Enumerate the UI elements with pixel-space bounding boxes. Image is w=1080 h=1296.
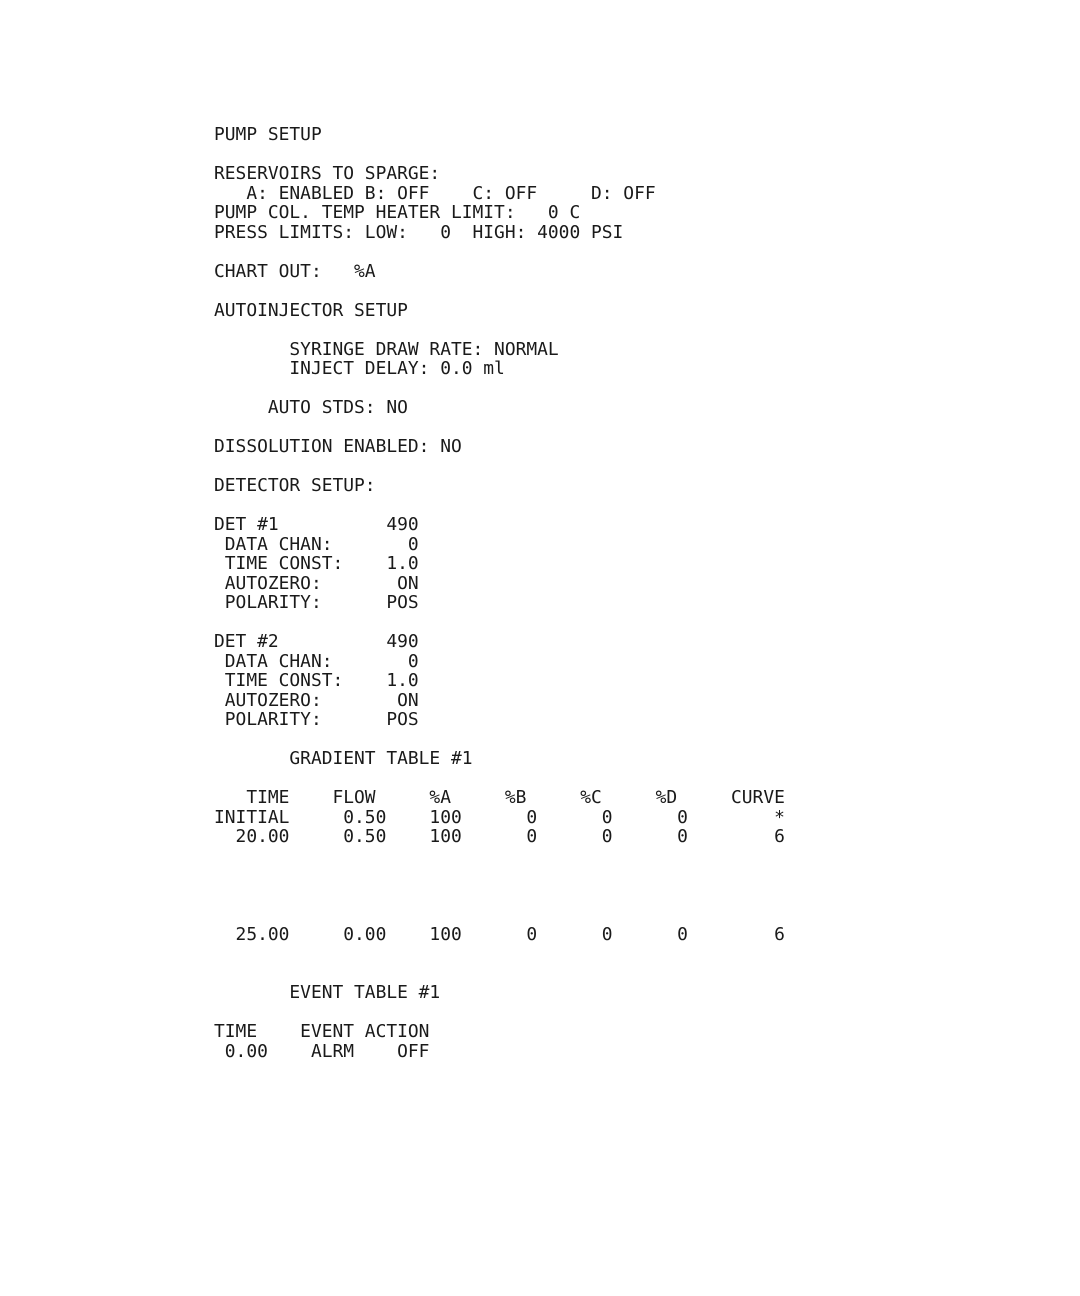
blank-line bbox=[214, 613, 785, 633]
det-2-data-chan: DATA CHAN: 0 bbox=[214, 650, 419, 672]
blank-line bbox=[214, 964, 785, 984]
det-2-header: DET #2 490 bbox=[214, 631, 419, 652]
blank-line bbox=[214, 320, 785, 340]
blank-line bbox=[214, 1003, 785, 1023]
det-1-data-chan: DATA CHAN: 0 bbox=[214, 533, 419, 555]
det-2-time-const: TIME CONST: 1.0 bbox=[214, 670, 419, 691]
blank-line bbox=[214, 886, 785, 906]
blank-line bbox=[214, 866, 785, 886]
blank-line bbox=[214, 242, 785, 262]
blank-line bbox=[214, 769, 785, 789]
auto-stds: AUTO STDS: NO bbox=[214, 397, 408, 418]
gradient-table-header: TIME FLOW %A %B %C %D CURVE bbox=[214, 787, 785, 808]
event-row: 0.00 ALRM OFF bbox=[214, 1040, 430, 1062]
det-1-time-const: TIME CONST: 1.0 bbox=[214, 553, 419, 574]
detector-setup-title: DETECTOR SETUP: bbox=[214, 475, 376, 496]
gradient-row: INITIAL 0.50 100 0 0 0 * bbox=[214, 806, 785, 828]
dissolution-enabled: DISSOLUTION ENABLED: NO bbox=[214, 436, 462, 457]
blank-line bbox=[214, 379, 785, 399]
det-2-polarity: POLARITY: POS bbox=[214, 709, 419, 730]
blank-line bbox=[214, 905, 785, 925]
autoinjector-title: AUTOINJECTOR SETUP bbox=[214, 299, 408, 321]
det-1-polarity: POLARITY: POS bbox=[214, 592, 419, 613]
blank-line bbox=[214, 847, 785, 867]
det-2-autozero: AUTOZERO: ON bbox=[214, 689, 419, 711]
reservoirs-status: A: ENABLED B: OFF C: OFF D: OFF bbox=[214, 182, 656, 204]
blank-line bbox=[214, 418, 785, 438]
heater-limit: PUMP COL. TEMP HEATER LIMIT: 0 C bbox=[214, 202, 581, 223]
blank-line bbox=[214, 496, 785, 516]
chart-out: CHART OUT: %A bbox=[214, 260, 376, 282]
det-1-autozero: AUTOZERO: ON bbox=[214, 572, 419, 594]
event-table-title: EVENT TABLE #1 bbox=[214, 982, 441, 1003]
event-table-header: TIME EVENT ACTION bbox=[214, 1021, 430, 1042]
det-1-header: DET #1 490 bbox=[214, 514, 419, 535]
syringe-draw-rate: SYRINGE DRAW RATE: NORMAL bbox=[214, 338, 559, 360]
inject-delay: INJECT DELAY: 0.0 ml bbox=[214, 358, 505, 379]
reservoirs-heading: RESERVOIRS TO SPARGE: bbox=[214, 163, 441, 184]
gradient-table-title: GRADIENT TABLE #1 bbox=[214, 748, 473, 769]
gradient-row: 25.00 0.00 100 0 0 0 6 bbox=[214, 923, 785, 945]
instrument-printout bbox=[214, 125, 785, 1061]
pump-setup-title: PUMP SETUP bbox=[214, 124, 322, 145]
blank-line bbox=[214, 944, 785, 964]
blank-line bbox=[214, 281, 785, 301]
blank-line bbox=[214, 145, 785, 165]
blank-line bbox=[214, 730, 785, 750]
gradient-row: 20.00 0.50 100 0 0 0 6 bbox=[214, 826, 785, 847]
blank-line bbox=[214, 457, 785, 477]
press-limits: PRESS LIMITS: LOW: 0 HIGH: 4000 PSI bbox=[214, 221, 624, 243]
